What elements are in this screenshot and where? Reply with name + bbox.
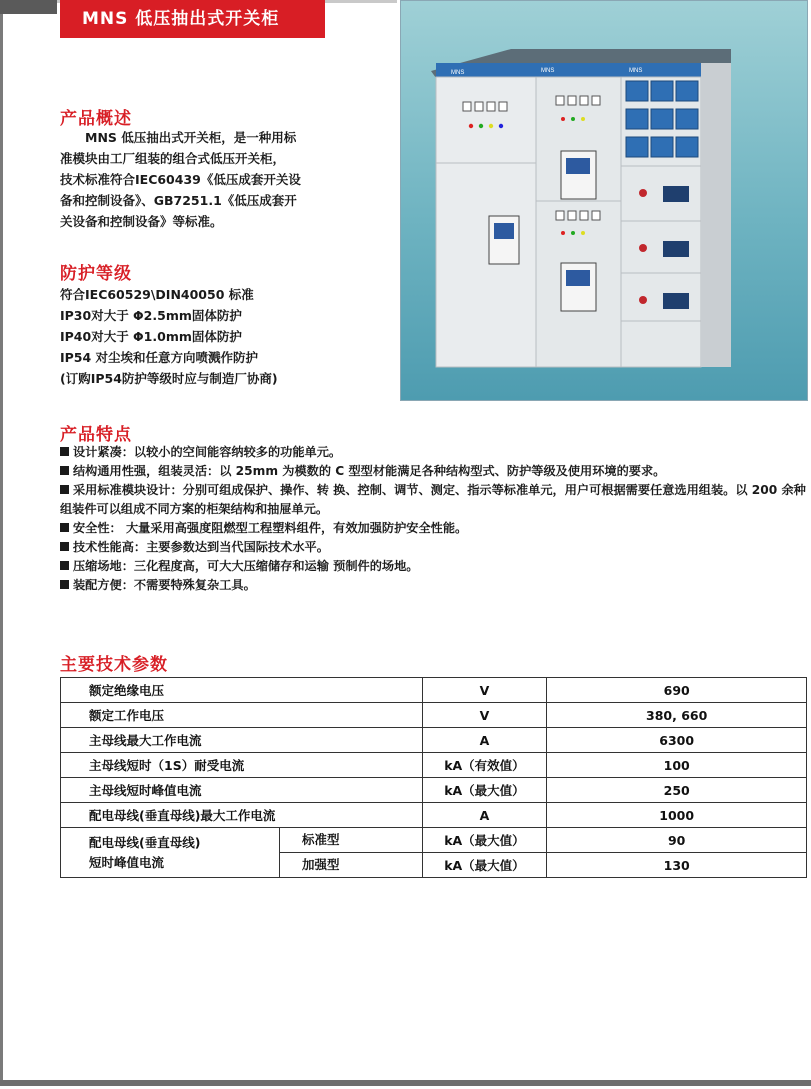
feature-item [60, 557, 808, 576]
feature-item [60, 519, 808, 538]
left-border [0, 14, 3, 1080]
feature-text: 装配方便：不需要特殊复杂工具。 [73, 578, 256, 592]
table-row [61, 678, 807, 703]
square-bullet-icon [60, 561, 69, 570]
feature-item [60, 576, 808, 595]
protection-line: 符合IEC60529\DIN40050 标准 [60, 287, 254, 302]
param-value: 130 [547, 853, 807, 878]
table-row [61, 828, 807, 853]
subtype-label: 加强型 [302, 857, 340, 872]
param-unit: V [422, 678, 547, 703]
spec-table [60, 677, 807, 878]
page-title: MNS 低压抽出式开关柜 [60, 0, 325, 38]
protection-line: IP40对大于 Φ1.0mm固体防护 [60, 329, 242, 344]
table-row [61, 778, 807, 803]
square-bullet-icon [60, 542, 69, 551]
protection-line: IP54 对尘埃和任意方向喷溅作防护 [60, 350, 259, 365]
overview-line: MNS 低压抽出式开关柜，是一种用标 [60, 130, 297, 145]
feature-item [60, 538, 808, 557]
overview-line: 备和控制设备》、GB7251.1《低压成套开 [60, 193, 297, 208]
merged-name-line: 配电母线(垂直母线) [89, 834, 201, 850]
protection-line: (订购IP54防护等级时应与制造厂协商) [60, 371, 278, 386]
protection-line: IP30对大于 Φ2.5mm固体防护 [60, 308, 242, 323]
param-name: 配电母线(垂直母线)最大工作电流 [61, 803, 423, 828]
params-heading: 主要技术参数 [60, 655, 168, 675]
param-value: 380, 660 [547, 703, 807, 728]
subtype-column [280, 828, 422, 877]
feature-item [60, 443, 808, 462]
square-bullet-icon [60, 580, 69, 589]
merged-name-line: 短时峰值电流 [89, 854, 165, 870]
bottom-border [0, 1080, 811, 1086]
overview-line: 技术标准符合IEC60439《低压成套开关设 [60, 172, 301, 187]
top-blue-strip [436, 63, 731, 77]
feature-text: 安全性： 大量采用高强度阻燃型工程塑料组件，有效加强防护安全性能。 [73, 521, 468, 535]
features-list [60, 443, 808, 595]
table-row [61, 728, 807, 753]
product-photo [400, 0, 808, 401]
overview-line: 准模块由工厂组装的组合式低压开关柜， [60, 151, 286, 166]
feature-text: 设计紧凑：以较小的空间能容纳较多的功能单元。 [73, 445, 342, 459]
cabinet-label-2: MNS [541, 68, 555, 74]
param-unit: kA（最大值） [422, 778, 547, 803]
cabinet-label-3: MNS [629, 68, 643, 74]
feature-text: 技术性能高：主要参数达到当代国际技术水平。 [73, 540, 329, 554]
param-unit: A [422, 728, 547, 753]
param-value: 1000 [547, 803, 807, 828]
cabinet-label-1: MNS [451, 70, 465, 76]
param-value: 90 [547, 828, 807, 853]
feature-item [60, 481, 808, 519]
merged-name-table [61, 828, 422, 877]
param-name: 主母线短时（1S）耐受电流 [61, 753, 423, 778]
feature-item [60, 462, 808, 481]
param-unit: kA（最大值） [422, 853, 547, 878]
square-bullet-icon [60, 447, 69, 456]
feature-text: 采用标准模块设计：分别可组成保护、操作、转 换、控制、调节、测定、指示等标准单元，用户可根据需要任意选用组装。以 200 余种组装件可以组成不同方案的柜架结构和抽屉单元。 [60, 483, 806, 516]
square-bullet-icon [60, 523, 69, 532]
param-unit: A [422, 803, 547, 828]
protection-list [60, 284, 380, 389]
param-value: 6300 [547, 728, 807, 753]
param-value: 250 [547, 778, 807, 803]
param-name-merged [61, 828, 423, 878]
table-row [61, 753, 807, 778]
param-name: 主母线最大工作电流 [61, 728, 423, 753]
subtype-label: 标准型 [280, 828, 422, 853]
param-unit: V [422, 703, 547, 728]
feature-text: 压缩场地：三化程度高，可大大压缩储存和运输 预制件的场地。 [73, 559, 419, 573]
param-name: 主母线短时峰值电流 [61, 778, 423, 803]
param-unit: kA（有效值） [422, 753, 547, 778]
param-value: 690 [547, 678, 807, 703]
corner-block [0, 0, 57, 14]
table-row [61, 703, 807, 728]
merged-name-cell [61, 828, 280, 877]
square-bullet-icon [60, 485, 69, 494]
param-name: 额定绝缘电压 [61, 678, 423, 703]
switchgear-illustration [401, 1, 808, 401]
overview-heading: 产品概述 [60, 109, 132, 129]
param-value: 100 [547, 753, 807, 778]
features-heading: 产品特点 [60, 425, 132, 445]
feature-text: 结构通用性强，组装灵活：以 25mm 为模数的 C 型型材能满足各种结构型式、防护等级及使用环境的要求。 [73, 464, 666, 478]
overview-paragraph [60, 127, 370, 232]
param-name: 额定工作电压 [61, 703, 423, 728]
overview-line: 关设备和控制设备》等标准。 [60, 214, 223, 229]
square-bullet-icon [60, 466, 69, 475]
param-unit: kA（最大值） [422, 828, 547, 853]
protection-heading: 防护等级 [60, 264, 132, 284]
table-row [61, 803, 807, 828]
